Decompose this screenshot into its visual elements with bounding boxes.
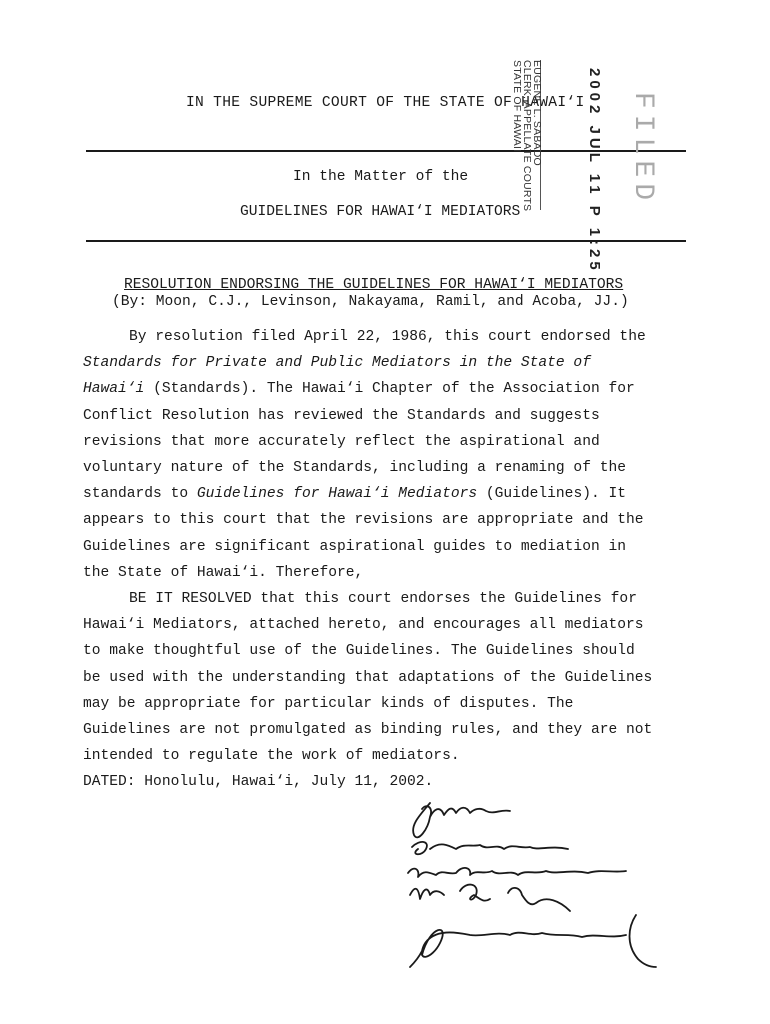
body-line-rest: (Standards). The Hawai‘i Chapter of the Association for (144, 381, 635, 398)
body-line: appears to this court that the revisions are appropriate and the (83, 512, 644, 529)
clerk-state: STATE OF HAWAII (511, 60, 523, 153)
body-line: the State of Hawai‘i. Therefore, (83, 564, 364, 581)
body-line: Guidelines are significant aspirational guides to mediation in (83, 538, 626, 555)
clerk-stamp (512, 60, 542, 211)
standards-abbrev: Hawai‘i (83, 381, 145, 398)
guidelines-title: Guidelines for Hawai‘i Mediators (196, 486, 478, 503)
body-line: intended to regulate the work of mediators. (83, 748, 460, 765)
resolution-title: RESOLUTION ENDORSING THE GUIDELINES FOR HAWAI‘I MEDIATORS (124, 277, 624, 293)
dated-line: DATED: Honolulu, Hawai‘i, July 11, 2002. (83, 774, 434, 791)
matter-title: GUIDELINES FOR HAWAI‘I MEDIATORS (240, 204, 521, 220)
body-line (83, 481, 683, 507)
body-line (83, 376, 683, 402)
court-title: IN THE SUPREME COURT OF THE STATE OF HAWAI‘I (186, 95, 585, 111)
clerk-name: EUGENE L. SABADO (531, 60, 543, 166)
clerk-title: CLERK, APPELLATE COURTS (521, 60, 533, 212)
signature-nakayama (408, 868, 626, 877)
body-line: BE IT RESOLVED that this court endorses the Guidelines for (129, 591, 637, 608)
matter-line: In the Matter of the (293, 169, 469, 185)
body-line-part: (Guidelines). It (477, 486, 626, 503)
body-line-part: standards to (83, 486, 197, 503)
body-line: Conflict Resolution has reviewed the Standards and suggests (83, 407, 600, 424)
resolution-by-line: (By: Moon, C.J., Levinson, Nakayama, Ramil, and Acoba, JJ.) (112, 294, 629, 310)
body-line: Hawai‘i Mediators, attached hereto, and encourages all mediators (83, 617, 644, 634)
resolution-body (83, 324, 683, 796)
body-line: Standards for Private and Public Mediators in the State of (83, 355, 591, 372)
body-line: to make thoughtful use of the Guidelines. The Guidelines should (83, 643, 635, 660)
body-line: may be appropriate for particular kinds of disputes. The (83, 695, 574, 712)
body-line: revisions that more accurately reflect the aspirational and (83, 433, 600, 450)
justices-signatures (400, 795, 670, 975)
body-line: be used with the understanding that adaptations of the Guidelines (83, 669, 653, 686)
body-line: Guidelines are not promulgated as binding rules, and they are not (83, 722, 653, 739)
signature-ramil (410, 885, 570, 911)
signature-acoba (410, 915, 656, 967)
signature-levinson (412, 842, 568, 854)
body-line: By resolution filed April 22, 1986, this court endorsed the (129, 329, 646, 345)
filed-stamp: FILED (627, 92, 658, 207)
body-line: voluntary nature of the Standards, including a renaming of the (83, 460, 626, 477)
signature-moon (413, 803, 510, 837)
filed-date-stamp: 2002 JUL 11 P 1:25 (586, 68, 603, 274)
